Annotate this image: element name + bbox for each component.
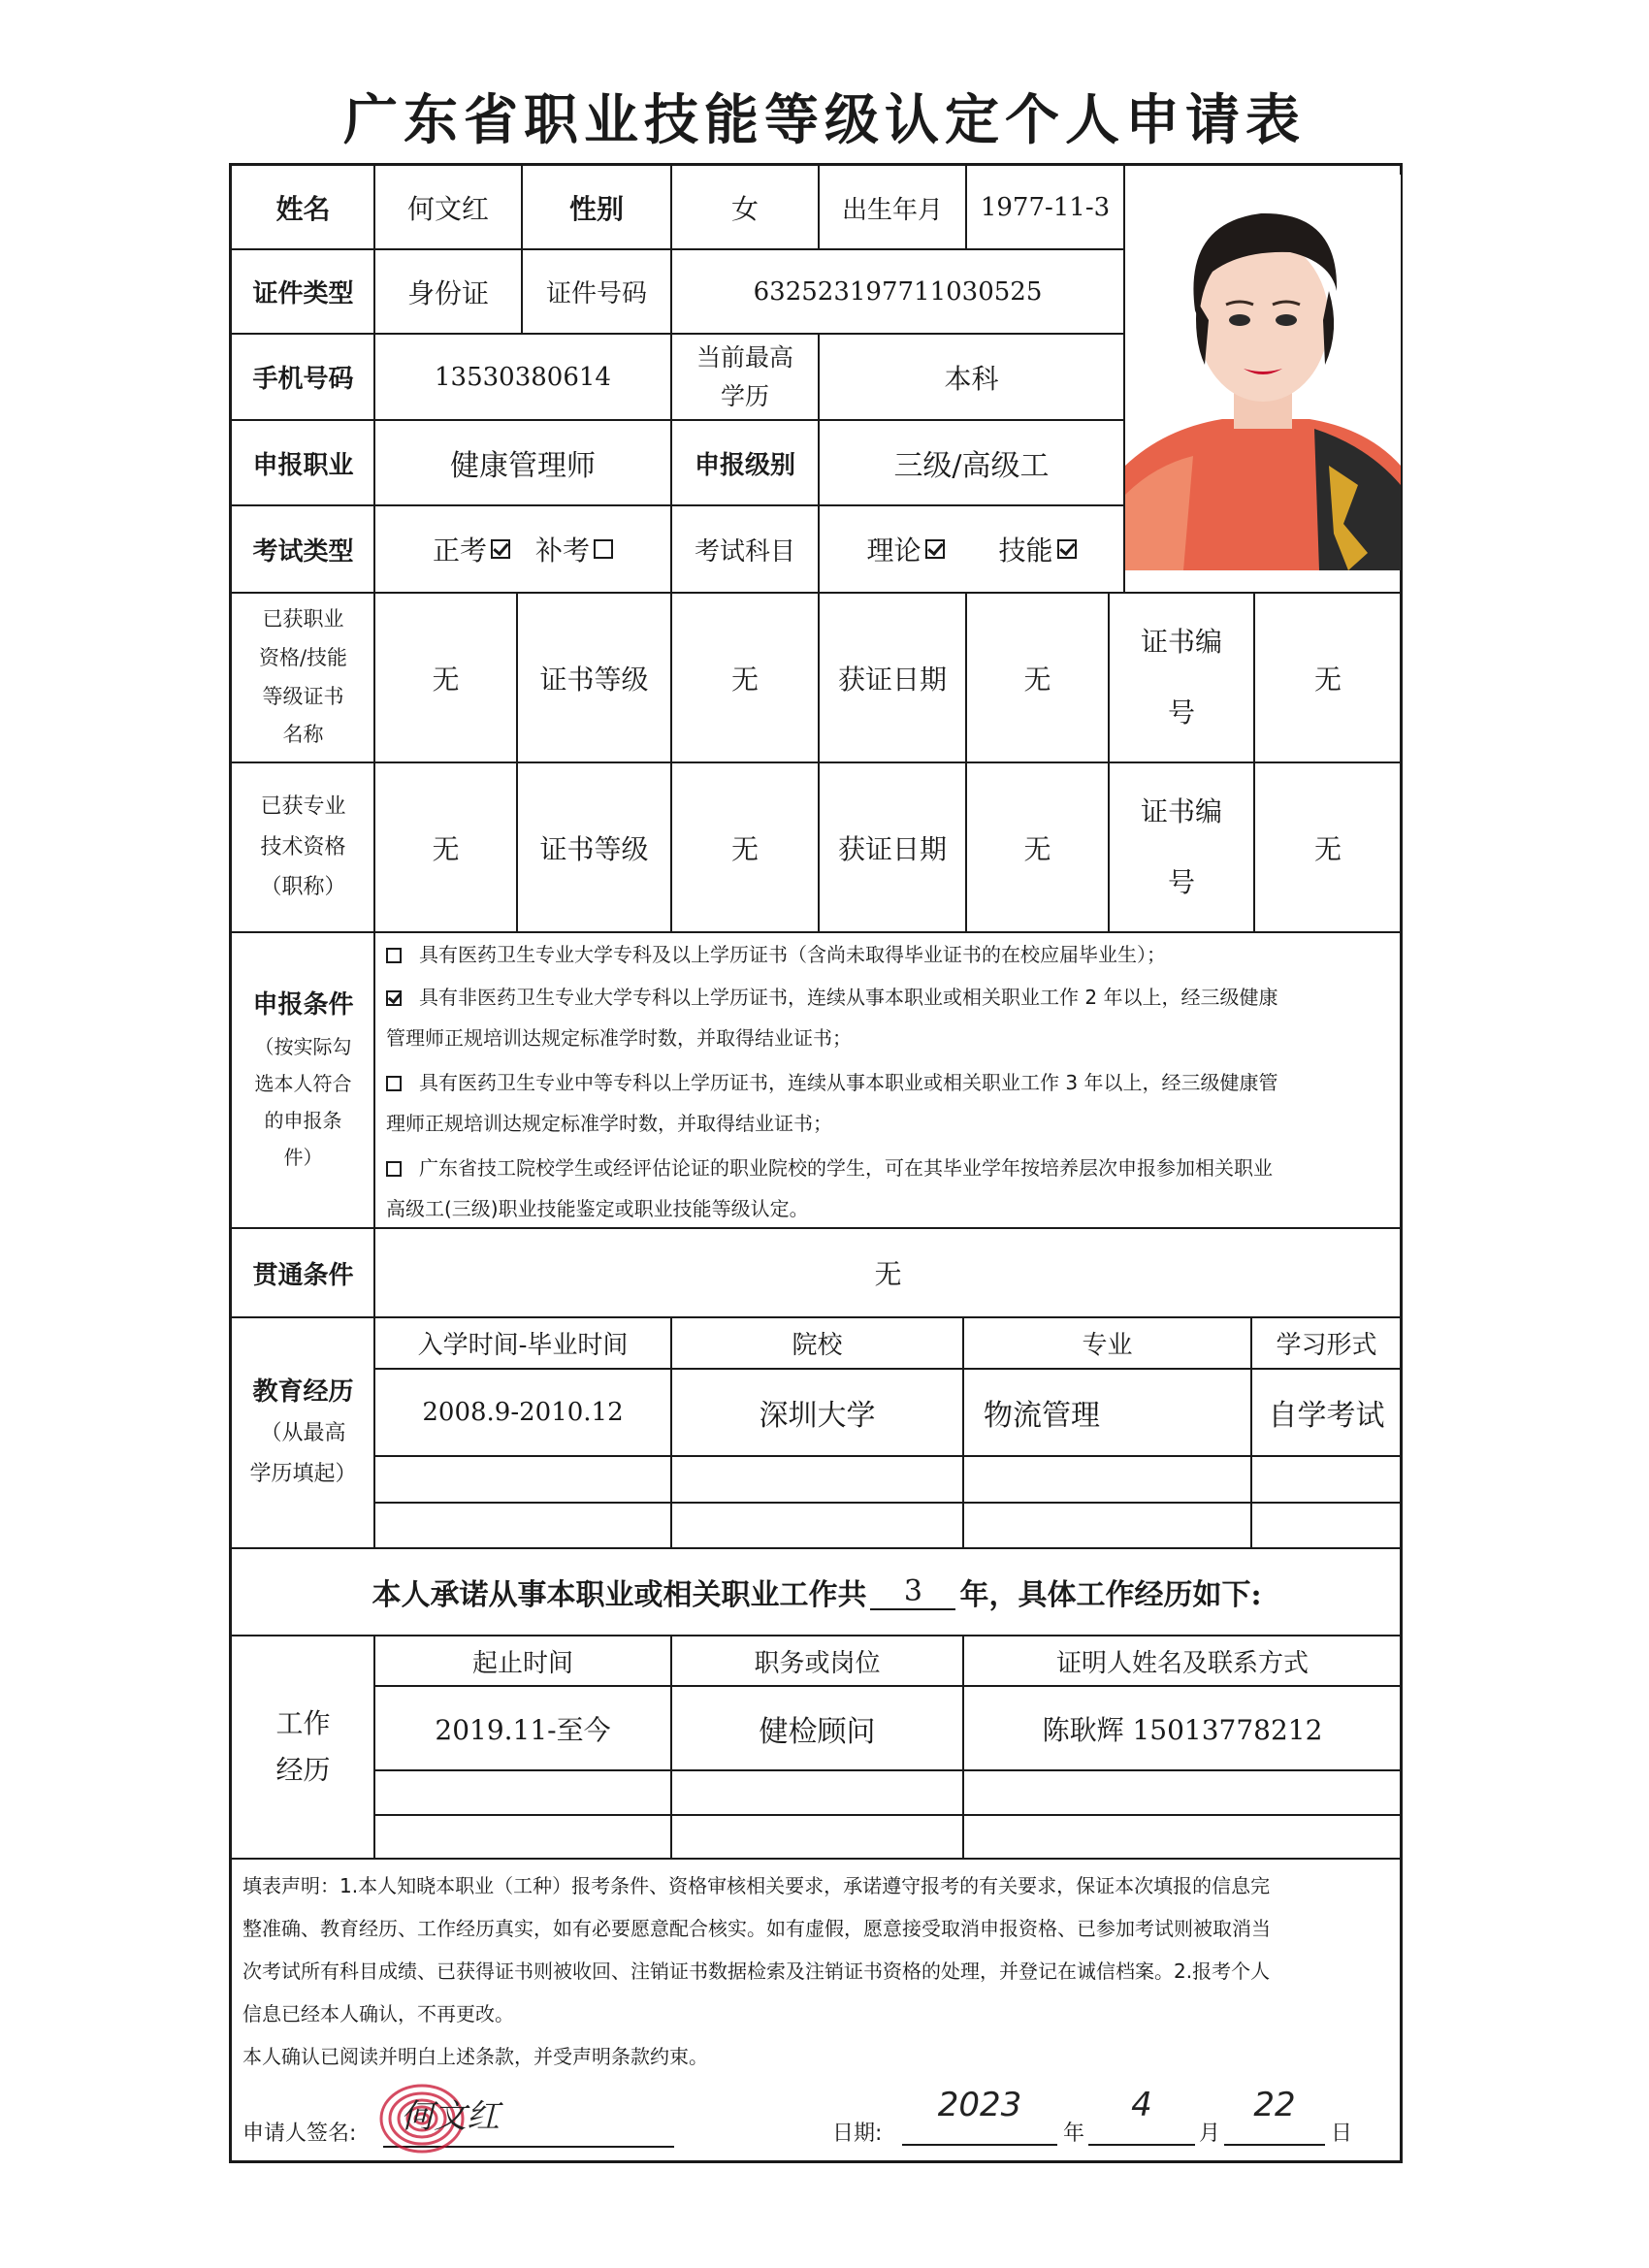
conditions-note-line: 件） xyxy=(283,1146,323,1169)
cert1-grade-label: 证书等级 xyxy=(539,663,649,696)
exam-type-regular-label: 正考 xyxy=(432,535,487,567)
date-year[interactable]: 2023 xyxy=(902,2086,1057,2146)
signature-value: 何文红 xyxy=(401,2097,500,2136)
condition-text: 高级工(三级)职业技能鉴定或职业技能等级认定。 xyxy=(386,1197,809,1220)
exam-type-label: 考试类型 xyxy=(252,536,354,567)
condition-option-1 xyxy=(386,941,1166,968)
level-label: 申报级别 xyxy=(694,450,795,480)
education-level-label-line: 当前最高 xyxy=(695,342,793,372)
condition-checkbox-2[interactable] xyxy=(386,990,402,1006)
education-note-line: 学历填起） xyxy=(249,1461,357,1486)
declaration-line: 填表声明：1.本人知晓本职业（工种）报考条件、资格审核相关要求，承诺遵守报考的有关要求，保证本次填报的信息完 xyxy=(242,1874,1271,1897)
cert2-name[interactable]: 无 xyxy=(432,832,460,865)
condition-checkbox-1[interactable] xyxy=(386,948,402,963)
id-type-label: 证件类型 xyxy=(252,279,354,308)
work-label-line: 经历 xyxy=(275,1754,331,1786)
cert2-label xyxy=(233,763,373,931)
cert1-label-line: 已获职业 xyxy=(262,606,344,631)
grid-line xyxy=(231,931,1401,933)
date-day[interactable]: 22 xyxy=(1224,2086,1325,2146)
education-label-cell xyxy=(233,1318,373,1547)
gender-value[interactable]: 女 xyxy=(730,193,759,225)
condition-option-2 xyxy=(386,984,1277,1011)
date-month[interactable]: 4 xyxy=(1088,2086,1195,2146)
cert1-date-label: 获证日期 xyxy=(837,663,947,696)
condition-option-2-cont xyxy=(386,1024,852,1052)
grid-line xyxy=(231,1858,1401,1860)
id-type-value[interactable]: 身份证 xyxy=(406,276,489,309)
id-no-label: 证件号码 xyxy=(545,279,647,308)
id-no-value[interactable]: 632523197711030525 xyxy=(753,276,1043,307)
work-witness[interactable]: 陈耿辉 15013778212 xyxy=(1042,1713,1323,1746)
exam-type-makeup-checkbox[interactable] xyxy=(594,539,613,559)
cert2-no-label xyxy=(1110,763,1253,931)
applicant-photo xyxy=(1125,175,1401,570)
cert1-label-line: 资格/技能 xyxy=(258,645,348,669)
cert1-date[interactable]: 无 xyxy=(1023,663,1051,696)
date-label: 日期: xyxy=(832,2122,883,2146)
condition-option-3-cont xyxy=(386,1110,832,1137)
name-value[interactable]: 何文红 xyxy=(406,193,489,225)
date-month-unit: 月 xyxy=(1199,2122,1221,2146)
condition-text: 具有医药卫生专业大学专科及以上学历证书（含尚未取得毕业证书的在校应届毕业生）； xyxy=(419,943,1166,966)
education-period[interactable]: 2008.9-2010.12 xyxy=(422,1398,624,1427)
conditions-note-line: 的申报条 xyxy=(264,1109,342,1132)
condition-text: 理师正规培训达规定标准学时数，并取得结业证书； xyxy=(386,1112,832,1135)
work-header-position: 职务或岗位 xyxy=(754,1648,881,1678)
signature-field[interactable] xyxy=(383,2086,674,2148)
through-label: 贯通条件 xyxy=(252,1260,354,1290)
condition-text: 管理师正规培训达规定标准学时数，并取得结业证书； xyxy=(386,1026,852,1050)
occupation-value[interactable]: 健康管理师 xyxy=(450,449,596,483)
date-day-unit: 日 xyxy=(1331,2122,1353,2146)
birth-label: 出生年月 xyxy=(841,195,943,225)
condition-text: 具有医药卫生专业中等专科以上学历证书，连续从事本职业或相关职业工作 3 年以上，经三级健康管 xyxy=(419,1071,1278,1094)
grid-line xyxy=(373,1769,1401,1771)
cert2-date-label: 获证日期 xyxy=(837,832,947,865)
education-major[interactable]: 物流管理 xyxy=(984,1399,1100,1433)
cert2-label-line: 已获专业 xyxy=(260,794,346,819)
education-header-major: 专业 xyxy=(1082,1331,1133,1360)
education-mode[interactable]: 自学考试 xyxy=(1268,1399,1385,1433)
declaration-line: 整准确、教育经历、工作经历真实，如有必要愿意配合核实。如有虚假，愿意接受取消申报资格、已参加考试则被取消当 xyxy=(242,1917,1271,1940)
cert1-no-label-line: 证书编 xyxy=(1140,625,1222,658)
cert1-no-label-line: 号 xyxy=(1167,696,1195,729)
condition-checkbox-4[interactable] xyxy=(386,1161,402,1177)
work-label-line: 工作 xyxy=(275,1707,331,1740)
education-header-school: 院校 xyxy=(792,1331,843,1360)
cert1-no[interactable]: 无 xyxy=(1313,663,1342,696)
education-header-mode: 学习形式 xyxy=(1276,1331,1377,1360)
level-value[interactable]: 三级/高级工 xyxy=(893,449,1050,483)
condition-option-4 xyxy=(386,1154,1273,1182)
exam-subject-skill-checkbox[interactable] xyxy=(1057,539,1077,559)
cert1-name[interactable]: 无 xyxy=(432,663,460,696)
through-value[interactable]: 无 xyxy=(874,1258,902,1290)
cert2-no[interactable]: 无 xyxy=(1313,832,1342,865)
birth-value[interactable]: 1977-11-3 xyxy=(980,193,1111,222)
phone-label: 手机号码 xyxy=(252,365,354,394)
cert2-date[interactable]: 无 xyxy=(1023,832,1051,865)
work-pledge-prefix: 本人承诺从事本职业或相关职业工作共 xyxy=(372,1578,867,1612)
occupation-label: 申报职业 xyxy=(252,450,354,480)
work-pledge xyxy=(233,1549,1401,1635)
work-header-period: 起止时间 xyxy=(471,1648,573,1678)
date-year-unit: 年 xyxy=(1063,2122,1085,2146)
cert1-label-line: 名称 xyxy=(282,723,324,747)
work-label xyxy=(233,1636,373,1858)
exam-subject-skill-label: 技能 xyxy=(998,535,1053,567)
cert2-grade[interactable]: 无 xyxy=(730,832,759,865)
education-level-value[interactable]: 本科 xyxy=(944,362,999,395)
grid-line xyxy=(373,1502,1401,1504)
cert1-no-label xyxy=(1110,594,1253,761)
exam-type-makeup-label: 补考 xyxy=(535,535,591,567)
exam-subject-options xyxy=(820,506,1123,592)
exam-subject-label: 考试科目 xyxy=(694,536,795,567)
gender-label: 性别 xyxy=(568,193,624,225)
conditions-label: 申报条件 xyxy=(252,990,354,1020)
education-school[interactable]: 深圳大学 xyxy=(759,1399,876,1433)
conditions-label-cell xyxy=(233,933,373,1227)
name-label: 姓名 xyxy=(275,193,331,225)
cert2-label-line: 技术资格 xyxy=(260,834,346,859)
cert2-no-label-line: 号 xyxy=(1167,865,1195,898)
signature-label: 申请人签名: xyxy=(242,2122,357,2146)
condition-text: 具有非医药卫生专业大学专科以上学历证书，连续从事本职业或相关职业工作 2 年以上，经三级健康 xyxy=(419,986,1278,1009)
cert2-label-line: （职称） xyxy=(260,875,346,900)
education-level-label xyxy=(672,335,818,419)
declaration-line: 信息已经本人确认，不再更改。 xyxy=(242,2002,514,2025)
exam-type-regular-checkbox[interactable] xyxy=(491,539,510,559)
education-level-label-line: 学历 xyxy=(720,381,769,410)
education-label: 教育经历 xyxy=(252,1377,354,1407)
portrait-image xyxy=(1125,175,1401,570)
condition-option-3 xyxy=(386,1069,1277,1096)
work-period[interactable]: 2019.11-至今 xyxy=(435,1713,611,1746)
cert2-no-label-line: 证书编 xyxy=(1140,794,1222,827)
work-pledge-years[interactable]: 3 xyxy=(870,1574,955,1610)
conditions-note-line: 选本人符合 xyxy=(254,1072,352,1095)
phone-value[interactable]: 13530380614 xyxy=(435,362,611,392)
cert2-grade-label: 证书等级 xyxy=(539,832,649,865)
education-header-period: 入学时间-毕业时间 xyxy=(417,1331,629,1360)
work-pledge-suffix: 年，具体工作经历如下: xyxy=(959,1578,1262,1612)
condition-text: 广东省技工院校学生或经评估论证的职业院校的学生，可在其毕业学年按培养层次申报参加相关职业 xyxy=(419,1156,1273,1180)
cert1-label-line: 等级证书 xyxy=(262,684,344,708)
exam-subject-theory-checkbox[interactable] xyxy=(925,539,945,559)
conditions-note-line: （按实际勾 xyxy=(254,1035,352,1058)
education-note-line: （从最高 xyxy=(260,1420,346,1445)
exam-subject-theory-label: 理论 xyxy=(866,535,922,567)
condition-checkbox-3[interactable] xyxy=(386,1076,402,1091)
grid-line xyxy=(373,1814,1401,1816)
cert1-grade[interactable]: 无 xyxy=(730,663,759,696)
condition-option-4-cont xyxy=(386,1195,809,1222)
work-header-witness: 证明人姓名及联系方式 xyxy=(1055,1648,1309,1678)
declaration-line: 次考试所有科目成绩、已获得证书则被收回、注销证书数据检索及注销证书资格的处理，并登记在诚信档案。2.报考个人 xyxy=(242,1960,1271,1983)
declaration-line: 本人确认已阅读并明白上述条款，并受声明条款约束。 xyxy=(242,2045,708,2068)
work-position[interactable]: 健检顾问 xyxy=(759,1714,876,1749)
exam-type-options xyxy=(375,506,670,592)
form-title: 广东省职业技能等级认定个人申请表 xyxy=(343,88,1306,152)
cert1-label xyxy=(233,594,373,761)
grid-line xyxy=(373,1455,1401,1457)
